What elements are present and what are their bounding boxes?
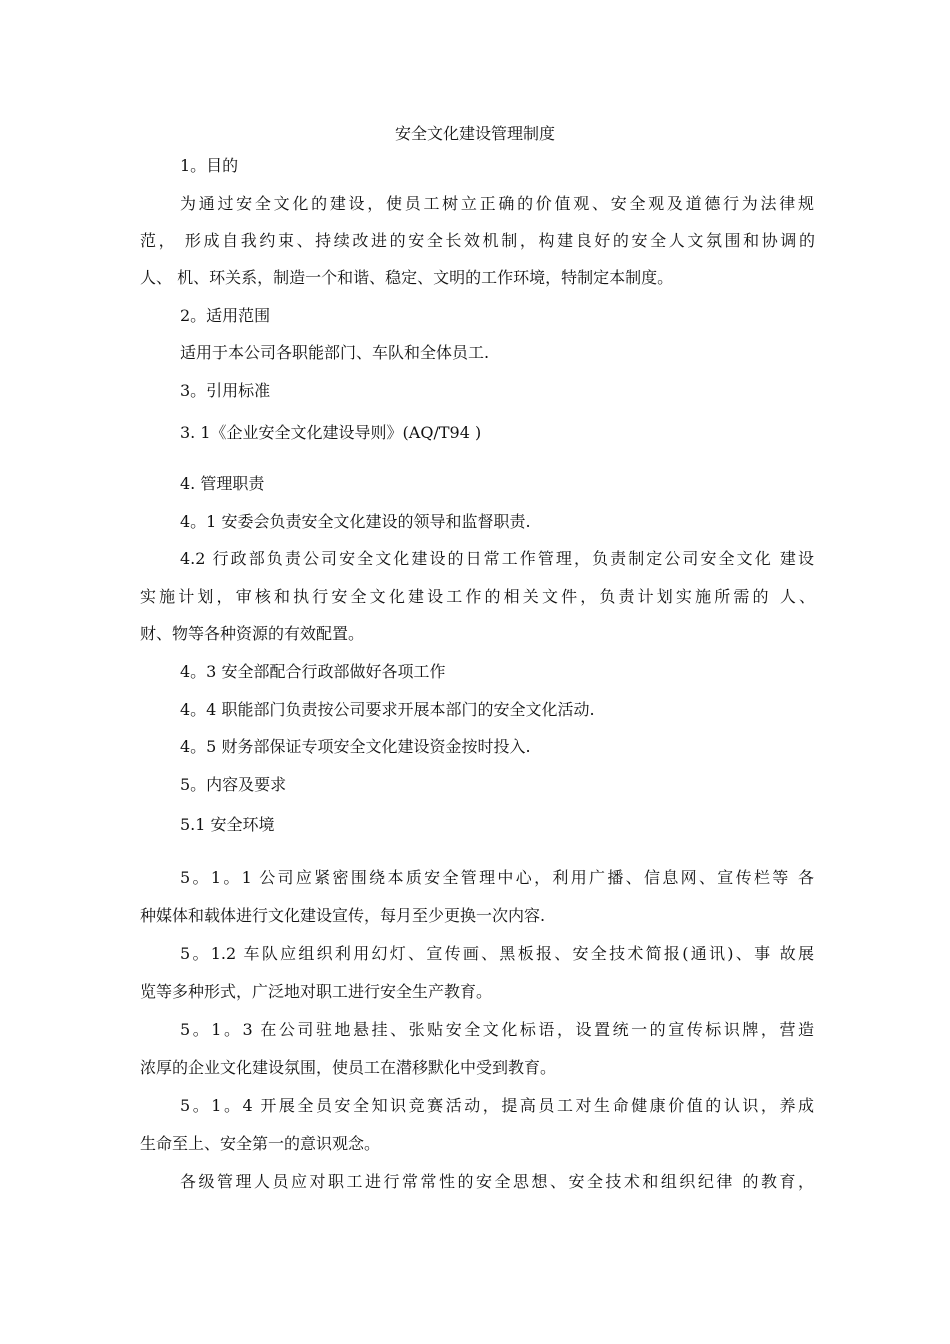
paragraph-line: 5。1。3 在公司驻地悬挂、张贴安全文化标语，设置统一的宣传标识牌，营造 (180, 1020, 814, 1039)
paragraph-line: 4.2 行政部负责公司安全文化建设的日常工作管理，负责制定公司安全文化 建设 (180, 549, 814, 568)
paragraph-line: 4。1 安委会负责安全文化建设的领导和监督职责. (180, 512, 531, 531)
paragraph-line: 5。1。1 公司应紧密围绕本质安全管理中心，利用广播、信息网、宣传栏等 各 (180, 868, 814, 887)
heading-purpose: 1。目的 (180, 156, 239, 175)
paragraph-line: 为通过安全文化的建设，使员工树立正确的价值观、安全观及道德行为法律规 (180, 194, 814, 213)
paragraph-line: 4。4 职能部门负责按公司要求开展本部门的安全文化活动. (180, 700, 595, 719)
paragraph-line: 适用于本公司各职能部门、车队和全体员工. (180, 343, 490, 362)
paragraph-line: 种媒体和载体进行文化建设宣传，每月至少更换一次内容. (140, 906, 546, 925)
paragraph-line: 浓厚的企业文化建设氛围，使员工在潜移默化中受到教育。 (140, 1058, 557, 1077)
paragraph-line: 财、物等各种资源的有效配置。 (140, 624, 365, 643)
heading-responsibilities: 4. 管理职责 (180, 474, 265, 493)
heading-scope: 2。适用范围 (180, 306, 271, 325)
paragraph-line: 5。1。4 开展全员安全知识竞赛活动，提高员工对生命健康价值的认识，养成 (180, 1096, 814, 1115)
paragraph-line: 生命至上、安全第一的意识观念。 (140, 1134, 381, 1153)
paragraph-line: 各级管理人员应对职工进行常常性的安全思想、安全技术和组织纪律 的教育， (180, 1172, 814, 1191)
heading-references: 3。引用标准 (180, 381, 271, 400)
heading-content-requirements: 5。内容及要求 (180, 775, 287, 794)
paragraph-line: 览等多种形式，广泛地对职工进行安全生产教育。 (140, 982, 493, 1001)
subheading-safety-environment: 5.1 安全环境 (180, 815, 275, 834)
paragraph-line: 范， 形成自我约束、持续改进的安全长效机制，构建良好的安全人文氛围和协调的 (140, 231, 815, 250)
paragraph-line: 人、 机、环关系，制造一个和谐、稳定、文明的工作环境，特制定本制度。 (140, 268, 674, 287)
paragraph-line: 实施计划，审核和执行安全文化建设工作的相关文件，负责计划实施所需的 人、 (140, 587, 815, 606)
paragraph-line: 4。5 财务部保证专项安全文化建设资金按时投入. (180, 737, 531, 756)
paragraph-line: 4。3 安全部配合行政部做好各项工作 (180, 662, 446, 681)
paragraph-line: 5。1.2 车队应组织利用幻灯、宣传画、黑板报、安全技术简报(通讯)、事 故展 (180, 944, 814, 963)
paragraph-line: 3. 1《企业安全文化建设导则》(AQ/T94 ) (180, 423, 482, 442)
document-title: 安全文化建设管理制度 (394, 124, 555, 143)
